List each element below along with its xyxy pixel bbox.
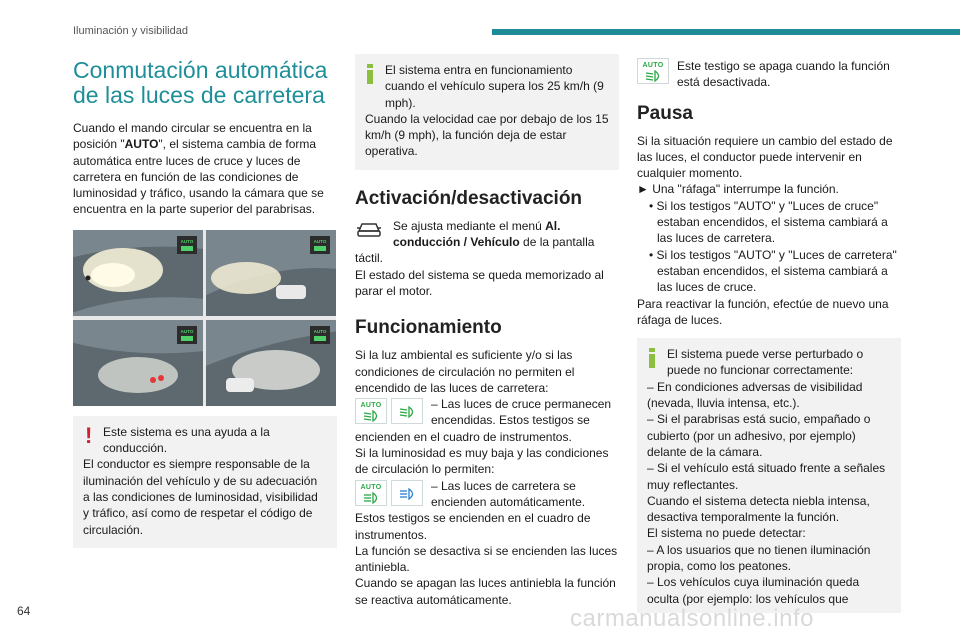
tile-auto-badge: AUTO — [180, 328, 194, 334]
pause-intro: Si la situación requiere un cambio del estado de las luces, el conductor puede intervenir en cualquier momento. — [637, 133, 893, 181]
auto-lamp-icon: AUTO — [355, 398, 387, 424]
warning-text-2: El conductor es siempre responsable de la iluminación del vehículo y de su adecuación a las condiciones de luminosidad, visibilidad y tráfico, así como de respetar el código de circulación. — [83, 457, 318, 537]
section-title-activation: Activación/desactivación — [355, 187, 583, 209]
auto-off-text: Este testigo se apaga cuando la función está desactivada. — [677, 59, 890, 90]
info-speed-off: Cuando la velocidad cae por debajo de los 15 km/h (9 mph), la función deja de estar operativa. — [365, 111, 609, 159]
low-beam-icon — [391, 398, 423, 424]
pause-bullet-2: • Si los testigos "AUTO" y "Luces de carretera" estaban encendidos, el sistema cambiará a las luces de cruce. — [649, 247, 897, 295]
warning-icon: ! — [85, 422, 93, 448]
page-number: 64 — [17, 604, 31, 618]
pause-bullet-1: • Si los testigos "AUTO" y "Luces de cruce" estaban encendidos, el sistema cambiará a las luces de carretera. — [649, 198, 888, 246]
auto-off-row — [637, 58, 901, 91]
tile-auto-badge: AUTO — [313, 238, 327, 244]
tile-auto-badge: AUTO — [313, 328, 327, 334]
low-beam-text: – Las luces de cruce permanecen encendidas. Estos testigos se encienden en el cuadro de instrumentos. — [355, 397, 612, 444]
info-icon — [367, 64, 373, 84]
limitation-fog: Cuando el sistema detecta niebla intensa, desactiva temporalmente la función. — [647, 493, 870, 525]
low-beam-row — [355, 396, 619, 445]
activation-memory-text: El estado del sistema se queda memorizado al parar el motor. — [355, 267, 604, 298]
limitation-signs: – Si el vehículo está situado frente a señales muy reflectantes. — [647, 461, 886, 492]
activation-block — [355, 218, 619, 299]
tile-auto-badge: AUTO — [180, 238, 194, 244]
pause-flash-step: ► Una "ráfaga" interrumpe la función. — [637, 182, 839, 197]
limitation-windscreen: – Si el parabrisas está sucio, empañado o cubierto (por un adhesivo, por ejemplo) delante de la cámara. — [647, 412, 871, 459]
column-3 — [637, 52, 901, 613]
auto-lamp-icon: AUTO — [637, 58, 669, 84]
page-title: Conmutación automática de las luces de carretera — [73, 57, 328, 108]
illustration-night-road-3 — [73, 320, 203, 406]
illustration-night-road-1 — [73, 230, 203, 316]
high-beam-text: – Las luces de carretera se encienden automáticamente. — [431, 478, 586, 509]
pause-reactivate: Para reactivar la función, efectúe de nuevo una ráfaga de luces. — [637, 296, 889, 327]
limitation-detect-intro: El sistema no puede detectar: — [647, 526, 806, 541]
section-title-pause: Pausa — [637, 102, 693, 124]
info-box-speed — [355, 54, 619, 170]
illustration-night-road-2 — [206, 230, 336, 316]
warning-text-1: Este sistema es una ayuda a la conducción. — [103, 424, 270, 456]
section-title-operation: Funcionamiento — [355, 317, 502, 339]
running-header: Iluminación y visibilidad — [73, 25, 188, 37]
high-beam-icon — [391, 480, 423, 506]
header-accent-bar — [492, 29, 960, 35]
car-settings-icon — [355, 218, 385, 244]
info-speed-on: El sistema entra en funcionamiento cuando el vehículo supera los 25 km/h (9 mph). — [385, 63, 604, 110]
operation-fog-off-text: La función se desactiva si se encienden las luces antiniebla. — [355, 543, 618, 575]
activation-text: Se ajusta mediante el menú Al. conducción / Vehículo de la pantalla táctil. — [355, 218, 595, 266]
watermark: carmanualsonline.info — [570, 605, 814, 632]
operation-condition-2: Si la luminosidad es muy baja y las condiciones de circulación lo permiten: — [355, 446, 609, 477]
warning-box — [73, 416, 337, 548]
info-icon — [649, 348, 655, 368]
column-1 — [73, 52, 337, 548]
limitation-visibility: – En condiciones adversas de visibilidad (nevada, lluvia intensa, etc.). — [647, 379, 863, 411]
operation-fog-on-text: Cuando se apagan las luces antiniebla la función se reactiva automáticamente. — [355, 576, 616, 607]
operation-indicators-text: Estos testigos se encienden en el cuadro de instrumentos. — [355, 511, 591, 542]
illustration-grid — [73, 230, 336, 406]
limitation-hidden-vehicles: – Los vehículos cuya iluminación queda oculta (por ejemplo: los vehículos que — [647, 575, 860, 606]
high-beam-row — [355, 478, 619, 511]
column-2 — [355, 52, 619, 608]
limitation-pedestrians: – A los usuarios que no tienen iluminación propia, como los peatones. — [647, 542, 871, 574]
intro-paragraph: Cuando el mando circular se encuentra en la posición "AUTO", el sistema cambia de forma automática entre luces de cruce y luces de carretera en función de las condiciones de luminosidad y tráfico, usando la cámara que se encuentra en la parte superior del parabrisas. — [73, 121, 324, 217]
limitations-intro: El sistema puede verse perturbado o puede no funcionar correctamente: — [667, 347, 864, 378]
illustration-night-road-4 — [206, 320, 336, 406]
info-box-limitations — [637, 338, 901, 613]
operation-condition-1: Si la luz ambiental es suficiente y/o si las condiciones de circulación no permiten el encendido de las luces de carretera: — [355, 348, 575, 395]
auto-lamp-icon: AUTO — [355, 480, 387, 506]
